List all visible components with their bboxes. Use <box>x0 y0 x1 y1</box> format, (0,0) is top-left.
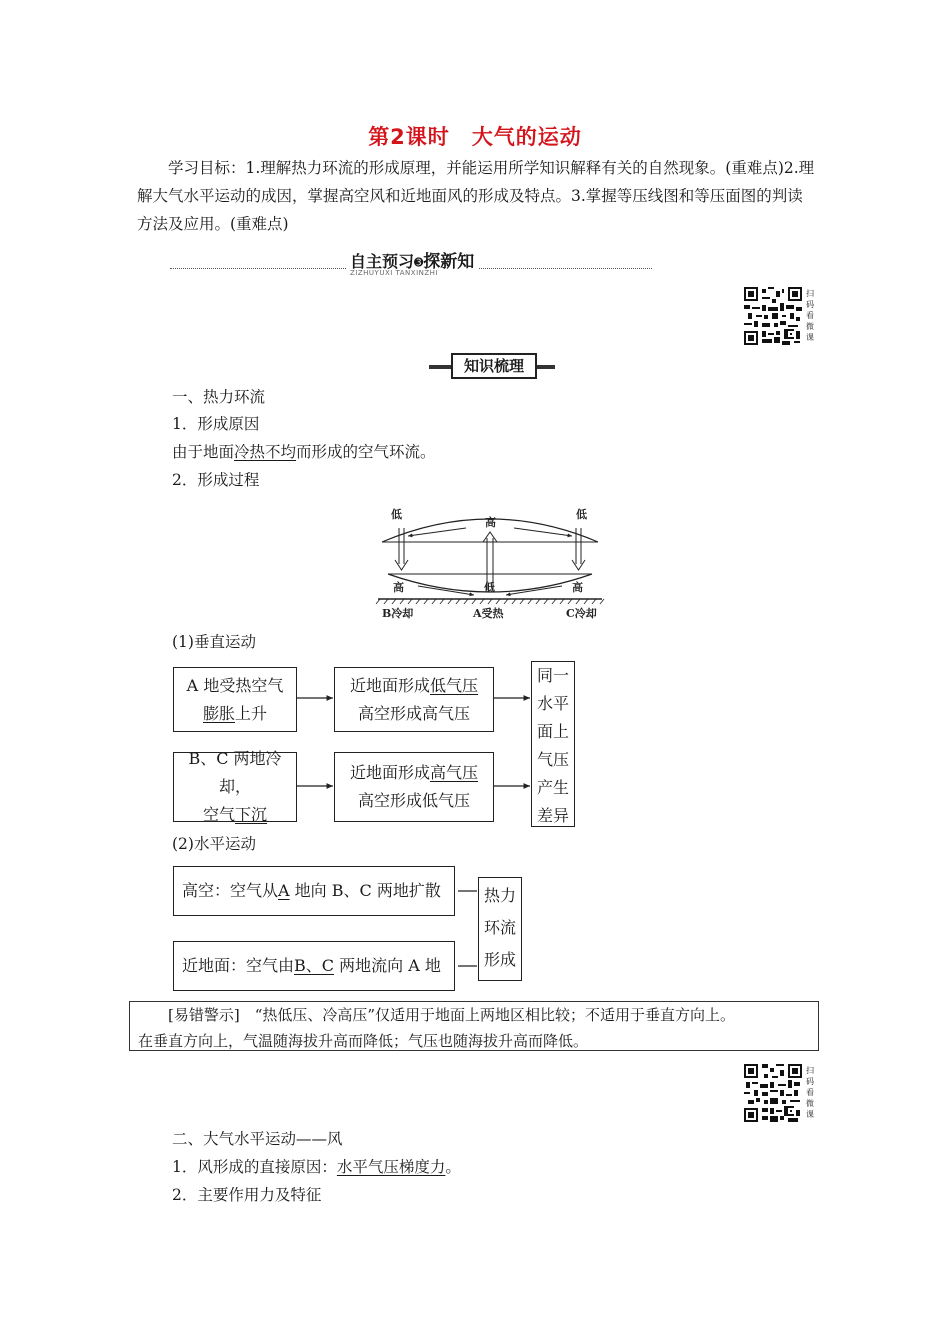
qr-label-char: 看 <box>806 1088 814 1097</box>
box-surface-pre: 近地面：空气由 <box>182 956 295 975</box>
pressure-difference-line: 差异 <box>536 806 569 825</box>
s1-cause-pre: 由于地面 <box>172 443 235 461</box>
box-pressure-difference <box>531 661 575 827</box>
title-topic: 大气的运动 <box>471 125 582 149</box>
pressure-difference-line: 气压 <box>536 750 569 769</box>
box-upper-post: 地向 B、C 两地扩散 <box>289 881 441 900</box>
qr-label <box>806 1065 818 1120</box>
section-tag-label: 知识梳理 <box>451 353 537 379</box>
qr-label-char: 扫 <box>806 1066 814 1075</box>
qr-label-char: 码 <box>806 1077 814 1086</box>
thermal-circulation-line: 形成 <box>483 950 516 969</box>
qr-label-char: 看 <box>806 311 814 320</box>
s2-heading: 二、大气水平运动——风 <box>172 1130 343 1148</box>
label-low-left: 低 <box>391 508 402 521</box>
pressure-difference-line: 同一 <box>536 666 569 685</box>
s2-cause-post: 。 <box>445 1158 461 1176</box>
box-a-pressure-key: 低气压 <box>430 675 479 695</box>
thermal-circulation-line: 环流 <box>483 918 516 937</box>
box-a-pressure-pre: 近地面形成 <box>349 675 430 695</box>
s1-cause-text <box>172 441 436 463</box>
warning-line2: 在垂直方向上，气温随海拔升高而降低；气压也随海拔升高而降低。 <box>138 1032 589 1050</box>
qr-label-char: 码 <box>806 300 814 309</box>
box-thermal-circulation <box>478 877 522 981</box>
box-a-pressure-line2: 高空形成高气压 <box>357 703 470 723</box>
s2-cause-pre: 1．风形成的直接原因： <box>172 1158 337 1176</box>
label-a-heated: A受热 <box>473 607 504 620</box>
box-a-heated <box>173 667 297 732</box>
box-upper-key: A <box>278 881 290 900</box>
box-a-line1: A 地受热空气 <box>186 675 284 695</box>
warning-line1: [易错警示] “热低压、冷高压”仅适用于地面上两地区相比较；不适用于垂直方向上。 <box>168 1006 736 1024</box>
horizontal-heading: (2)水平运动 <box>172 835 256 853</box>
qr-label-char: 课 <box>806 1110 814 1119</box>
box-bc-cooling <box>173 749 297 824</box>
box-a-key: 膨胀 <box>202 703 235 723</box>
label-low-right: 低 <box>576 508 587 521</box>
label-c-cooling: C冷却 <box>566 607 597 620</box>
banner-arrow-icon: ➌ <box>414 256 424 269</box>
qr-label-char: 微 <box>806 1099 814 1108</box>
box-surface-key: B、C <box>294 956 335 975</box>
horizontal-connectors <box>455 880 480 980</box>
banner-title-part1: 自主预习 <box>350 252 415 271</box>
box-bc-key: 下沉 <box>235 805 268 824</box>
label-low-center: 低 <box>484 581 495 594</box>
box-surface-air <box>173 941 455 991</box>
s1-heading: 一、热力环流 <box>172 388 266 406</box>
vertical-flow-arrows <box>295 660 535 830</box>
box-a-line2 <box>187 700 284 728</box>
thermal-circulation-line: 热力 <box>483 886 516 905</box>
qr-label <box>806 288 818 343</box>
pressure-difference-line: 面上 <box>536 722 569 741</box>
pressure-difference-line: 产生 <box>536 778 569 797</box>
s2-cause-text <box>172 1156 461 1178</box>
s2-forces-heading: 2．主要作用力及特征 <box>172 1186 322 1204</box>
section-tag <box>429 352 555 380</box>
learning-objectives: 学习目标：1.理解热力环流的形成原理，并能运用所学知识解释有关的自然现象。(重难点)2.理解大气水平运动的成因，掌握高空风和近地面风的形成及特点。3.掌握等压线图和等压面图的判读方法及应用。(重难点) <box>137 159 815 233</box>
box-upper-pre: 高空：空气从 <box>182 881 279 900</box>
box-bc-pressure-key: 高气压 <box>430 763 479 782</box>
qr-label-char: 微 <box>806 322 814 331</box>
section-banner <box>170 247 652 277</box>
box-bc-pre: 空气 <box>202 805 235 824</box>
box-bc-line1: B、C 两地冷却， <box>188 749 282 796</box>
box-bc-pressure-line2: 高空形成低气压 <box>357 791 470 810</box>
label-high-right: 高 <box>572 581 583 594</box>
label-high-left: 高 <box>393 581 404 594</box>
vertical-heading: (1)垂直运动 <box>172 633 256 651</box>
s2-cause-key: 水平气压梯度力 <box>336 1158 446 1176</box>
s1-cause-heading: 1．形成原因 <box>172 415 260 433</box>
box-a-post: 上升 <box>235 703 268 723</box>
qr-code-icon[interactable] <box>744 287 802 345</box>
s1-cause-post: 而形成的空气环流。 <box>296 443 436 461</box>
qr-label-char: 课 <box>806 333 814 342</box>
pressure-difference-line: 水平 <box>536 694 569 713</box>
label-b-cooling: B冷却 <box>382 607 414 620</box>
warning-box <box>129 1001 819 1051</box>
title-lesson: 第2课时 <box>368 125 450 149</box>
label-high-center: 高 <box>485 516 496 529</box>
s1-process-heading: 2．形成过程 <box>172 471 260 489</box>
box-surface-post: 两地流向 A 地 <box>334 956 441 975</box>
qr-code-icon[interactable] <box>744 1064 802 1122</box>
box-bc-line2 <box>174 801 296 829</box>
thermal-circulation-diagram <box>370 498 610 626</box>
qr-label-char: 扫 <box>806 289 814 298</box>
s1-cause-key: 冷热不均 <box>234 443 297 461</box>
page-title <box>0 121 950 151</box>
box-bc-pressure-pre: 近地面形成 <box>349 763 430 782</box>
box-upper-air <box>173 866 455 916</box>
banner-title-part2: 探新知 <box>423 252 475 272</box>
banner-subtitle: ZIZHUYUXI TANXINZHI <box>350 269 439 277</box>
